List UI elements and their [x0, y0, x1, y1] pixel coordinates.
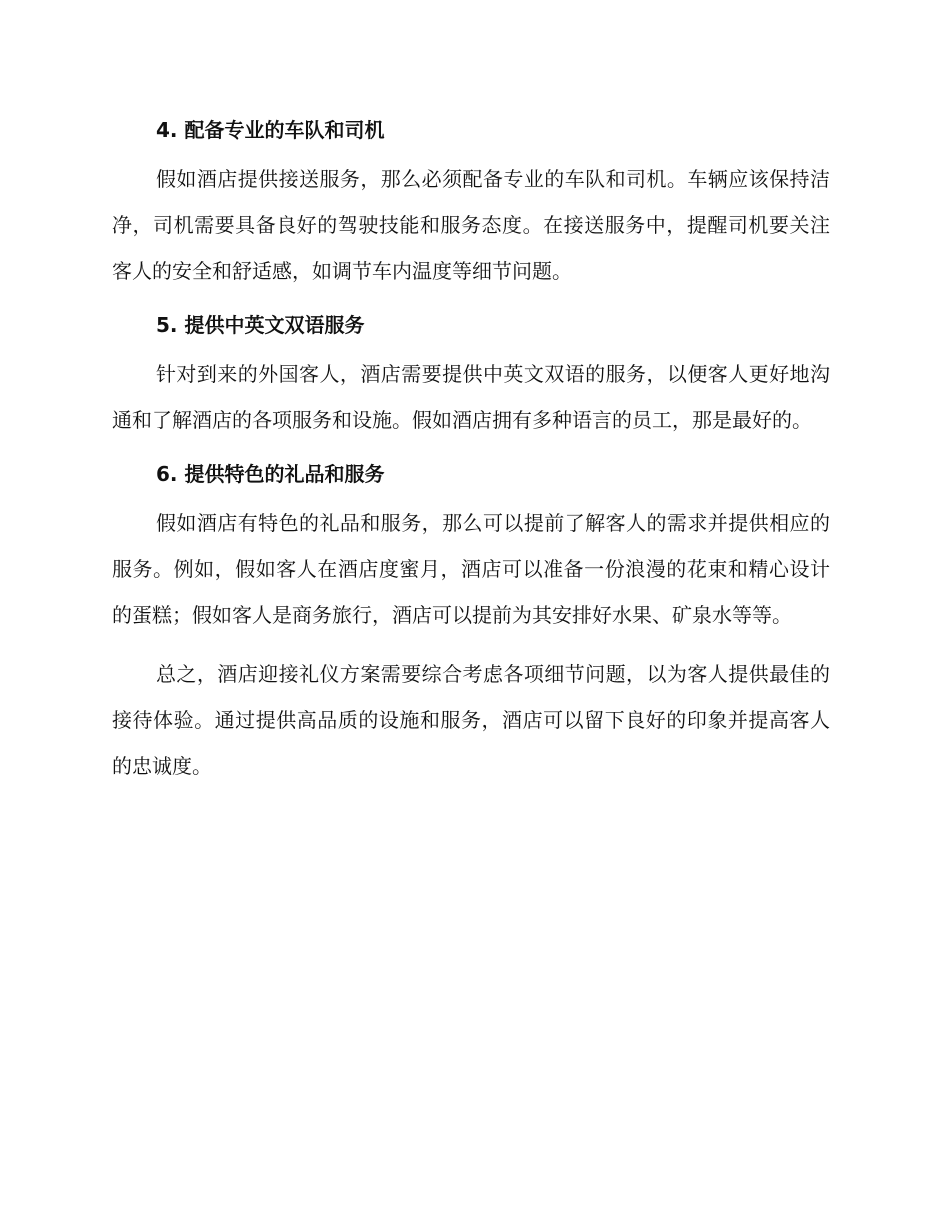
- section-heading-5: 5. 提供中英文双语服务: [156, 313, 365, 337]
- section-heading-6: 6. 提供特色的礼品和服务: [156, 462, 385, 486]
- section-heading-4: 4. 配备专业的车队和司机: [156, 118, 385, 142]
- conclusion-paragraph: 总之，酒店迎接礼仪方案需要综合考虑各项细节问题，以为客人提供最佳的接待体验。通过提供高品质的设施和服务，酒店可以留下良好的印象并提高客人的忠诚度。: [112, 662, 830, 778]
- section-paragraph-5: 针对到来的外国客人，酒店需要提供中英文双语的服务，以便客人更好地沟通和了解酒店的各项服务和设施。假如酒店拥有多种语言的员工，那是最好的。: [112, 362, 830, 432]
- section-paragraph-4: 假如酒店提供接送服务，那么必须配备专业的车队和司机。车辆应该保持洁净，司机需要具备良好的驾驶技能和服务态度。在接送服务中，提醒司机要关注客人的安全和舒适感，如调节车内温度等细节问题。: [112, 167, 830, 283]
- document-body: [112, 112, 830, 802]
- section-paragraph-6: 假如酒店有特色的礼品和服务，那么可以提前了解客人的需求并提供相应的服务。例如，假如客人在酒店度蜜月，酒店可以准备一份浪漫的花束和精心设计的蛋糕；假如客人是商务旅行，酒店可以提前为其安排好水果、矿泉水等等。: [112, 511, 830, 627]
